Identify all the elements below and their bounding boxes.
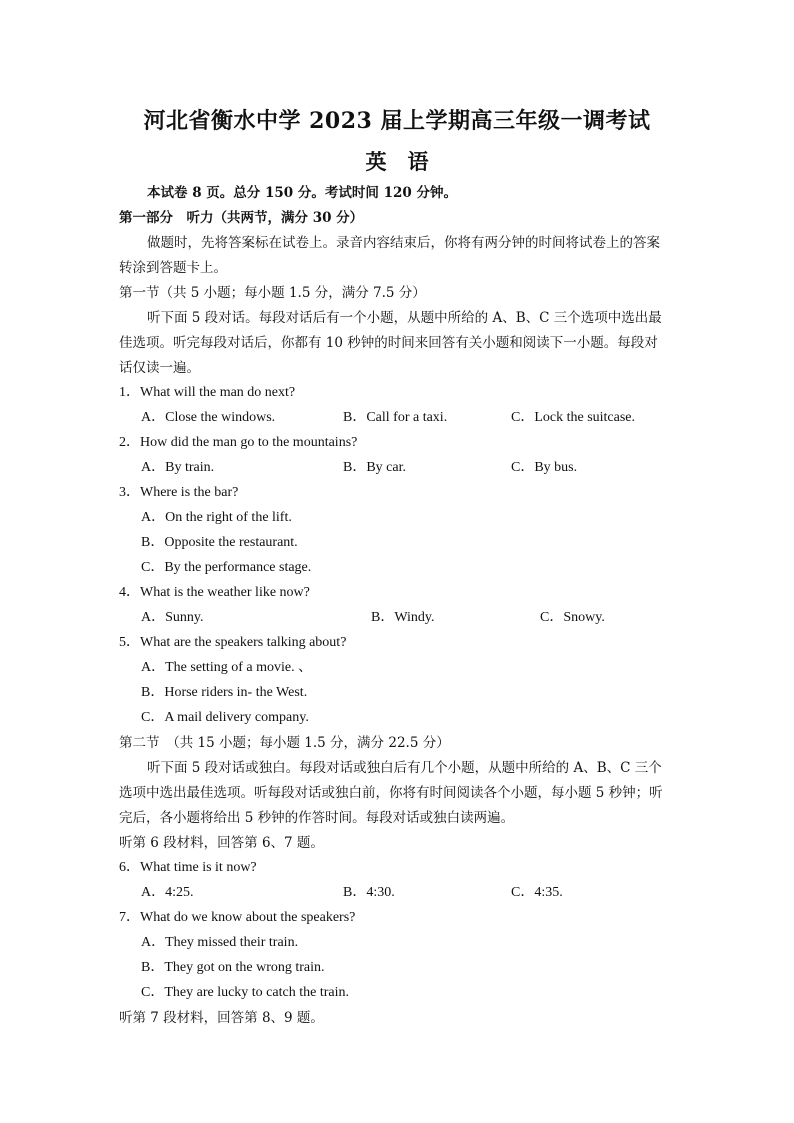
question-text: 2．How did the man go to the mountains? xyxy=(119,435,358,450)
option-c: C．A mail delivery company. xyxy=(141,710,309,725)
option-c: C．By bus. xyxy=(511,460,578,475)
exam-intro: 本试卷 8 页。总分 150 分。考试时间 120 分钟。 xyxy=(147,185,457,201)
option-b: B．Windy. xyxy=(371,610,435,625)
option-b: B．By car. xyxy=(343,460,406,475)
option-b: B．Call for a taxi. xyxy=(343,410,448,425)
option-c: C．Snowy. xyxy=(540,610,605,625)
part1-instruction: 做题时，先将答案标在试卷上。录音内容结束后，你将有两分钟的时间将试卷上的答案 xyxy=(147,235,660,251)
option-c: C．4:35. xyxy=(511,885,563,900)
option-c: C．By the performance stage. xyxy=(141,560,312,575)
part1-instruction: 转涂到答题卡上。 xyxy=(119,260,227,276)
question-text: 1．What will the man do next? xyxy=(119,385,296,400)
material-note: 听第 7 段材料，回答第 8、9 题。 xyxy=(119,1010,324,1026)
option-b: B．Horse riders in- the West. xyxy=(141,685,308,700)
section1-heading: 第一节（共 5 小题；每小题 1.5 分，满分 7.5 分） xyxy=(119,285,426,301)
option-a: A．Sunny. xyxy=(141,610,204,625)
question-text: 6．What time is it now? xyxy=(119,860,257,875)
option-a: A．Close the windows. xyxy=(141,410,276,425)
subject-title: 英 语 xyxy=(365,149,429,174)
option-a: A．The setting of a movie. 、 xyxy=(141,660,313,675)
option-b: B．They got on the wrong train. xyxy=(141,960,325,975)
option-a: A．On the right of the lift. xyxy=(141,510,292,525)
material-note: 听第 6 段材料，回答第 6、7 题。 xyxy=(119,835,324,851)
section2-heading: 第二节 （共 15 小题；每小题 1.5 分，满分 22.5 分） xyxy=(119,735,450,751)
option-b: B．4:30. xyxy=(343,885,395,900)
option-a: A．By train. xyxy=(141,460,215,475)
section2-instruction: 选项中选出最佳选项。听每段对话或独白前，你将有时间阅读各个小题，每小题 5 秒钟；听 xyxy=(119,785,663,801)
page-title: 河北省衡水中学 2023 届上学期高三年级一调考试 xyxy=(143,108,651,134)
question-text: 3．Where is the bar? xyxy=(119,485,239,500)
question-text: 4．What is the weather like now? xyxy=(119,585,310,600)
section2-instruction: 完后，各小题将给出 5 秒钟的作答时间。每段对话或独白读两遍。 xyxy=(119,810,515,826)
question-text: 5．What are the speakers talking about? xyxy=(119,635,347,650)
section1-instruction: 听下面 5 段对话。每段对话后有一个小题，从题中所给的 A、B、C 三个选项中选出最 xyxy=(147,310,662,326)
part1-heading: 第一部分 听力（共两节，满分 30 分） xyxy=(119,210,364,226)
option-a: A．They missed their train. xyxy=(141,935,299,950)
question-text: 7．What do we know about the speakers? xyxy=(119,910,356,925)
option-c: C．Lock the suitcase. xyxy=(511,410,636,425)
option-a: A．4:25. xyxy=(141,885,194,900)
option-c: C．They are lucky to catch the train. xyxy=(141,985,349,1000)
option-b: B．Opposite the restaurant. xyxy=(141,535,298,550)
section1-instruction: 佳选项。听完每段对话后，你都有 10 秒钟的时间来回答有关小题和阅读下一小题。每段对 xyxy=(119,335,658,351)
section2-instruction: 听下面 5 段对话或独白。每段对话或独白后有几个小题，从题中所给的 A、B、C 三个 xyxy=(147,760,662,776)
section1-instruction: 话仅读一遍。 xyxy=(119,360,200,376)
